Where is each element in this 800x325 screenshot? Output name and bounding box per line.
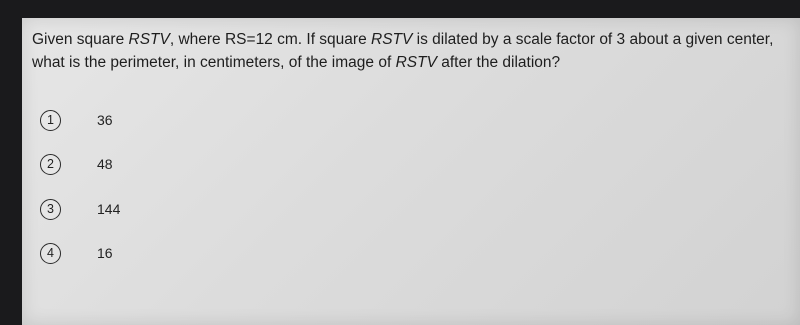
choice-number-circle[interactable]: 2 <box>40 154 61 175</box>
question-text-part: after the dilation? <box>436 54 561 71</box>
answer-choice-3[interactable] <box>40 197 120 221</box>
choice-number-circle[interactable]: 4 <box>40 243 61 264</box>
question-text <box>32 28 792 74</box>
shape-name: RSTV <box>128 31 170 48</box>
choice-value: 16 <box>97 245 113 261</box>
question-text-part: Given square <box>32 31 129 48</box>
answer-choice-4[interactable] <box>40 241 113 265</box>
shape-name: RSTV <box>371 31 413 48</box>
choice-value: 144 <box>97 201 121 217</box>
choice-value: 48 <box>97 156 113 172</box>
choice-value: 36 <box>97 112 113 128</box>
answer-choice-2[interactable] <box>40 152 113 176</box>
answer-choice-1[interactable] <box>40 108 113 132</box>
choice-number-circle[interactable]: 3 <box>40 199 61 220</box>
shape-name: RSTV <box>395 54 437 71</box>
choice-number-circle[interactable]: 1 <box>40 110 61 131</box>
question-text-part: is dilated by a scale factor of 3 about a given center, what is the perimeter, in centimeters, of the image of <box>32 31 774 71</box>
question-text-part: , where RS=12 cm. If square <box>169 31 372 48</box>
question-card <box>22 18 800 325</box>
